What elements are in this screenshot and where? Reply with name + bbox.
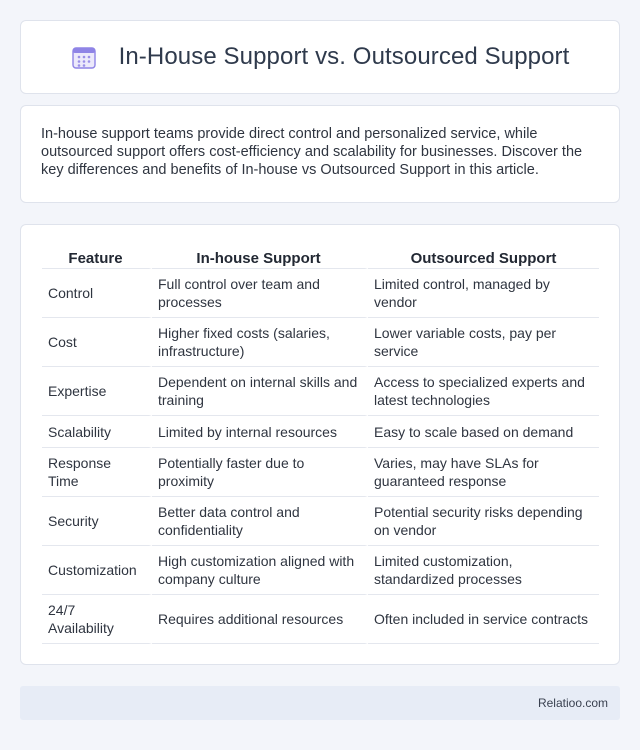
in-house-cell: Higher fixed costs (salaries, infrastructure)	[152, 318, 368, 367]
outsourced-cell: Often included in service contracts	[368, 595, 599, 644]
page-title: In-House Support vs. Outsourced Support	[118, 43, 570, 70]
intro-card	[20, 105, 620, 203]
in-house-cell: Better data control and confidentiality	[152, 497, 368, 546]
feature-cell: Control	[42, 269, 152, 318]
table-row	[42, 269, 599, 318]
outsourced-cell: Easy to scale based on demand	[368, 416, 599, 448]
calendar-icon	[71, 44, 97, 70]
in-house-cell: Potentially faster due to proximity	[152, 448, 368, 497]
comparison-table	[42, 245, 599, 644]
header-outsourced: Outsourced Support	[368, 245, 599, 269]
in-house-cell: Full control over team and processes	[152, 269, 368, 318]
feature-cell: Response Time	[42, 448, 152, 497]
header-in-house: In-house Support	[152, 245, 368, 269]
outsourced-cell: Access to specialized experts and latest technologies	[368, 367, 599, 416]
title-wrap	[71, 43, 570, 71]
table-row	[42, 318, 599, 367]
feature-cell: Scalability	[42, 416, 152, 448]
table-row	[42, 367, 599, 416]
outsourced-cell: Potential security risks depending on vendor	[368, 497, 599, 546]
feature-cell: Expertise	[42, 367, 152, 416]
table-row	[42, 416, 599, 448]
in-house-cell: High customization aligned with company culture	[152, 546, 368, 595]
header-feature: Feature	[42, 245, 152, 269]
footer-brand: Relatioo.com	[537, 696, 608, 710]
in-house-cell: Limited by internal resources	[152, 416, 368, 448]
outsourced-cell: Limited control, managed by vendor	[368, 269, 599, 318]
table-card	[20, 224, 620, 665]
feature-cell: Customization	[42, 546, 152, 595]
table-row	[42, 595, 599, 644]
table-row	[42, 546, 599, 595]
table-header-row	[42, 245, 599, 269]
feature-cell: Security	[42, 497, 152, 546]
outsourced-cell: Lower variable costs, pay per service	[368, 318, 599, 367]
feature-cell: Cost	[42, 318, 152, 367]
table-row	[42, 497, 599, 546]
title-card	[20, 20, 620, 94]
table-row	[42, 448, 599, 497]
outsourced-cell: Varies, may have SLAs for guaranteed response	[368, 448, 599, 497]
feature-cell: 24/7 Availability	[42, 595, 152, 644]
footer-bar	[20, 686, 620, 720]
in-house-cell: Dependent on internal skills and training	[152, 367, 368, 416]
intro-paragraph: In-house support teams provide direct control and personalized service, while outsourced support offers cost-efficiency and scalability for businesses. Discover the key differences and benefits of In-house vs Outsourced Support in this article.	[41, 126, 583, 178]
in-house-cell: Requires additional resources	[152, 595, 368, 644]
outsourced-cell: Limited customization, standardized processes	[368, 546, 599, 595]
